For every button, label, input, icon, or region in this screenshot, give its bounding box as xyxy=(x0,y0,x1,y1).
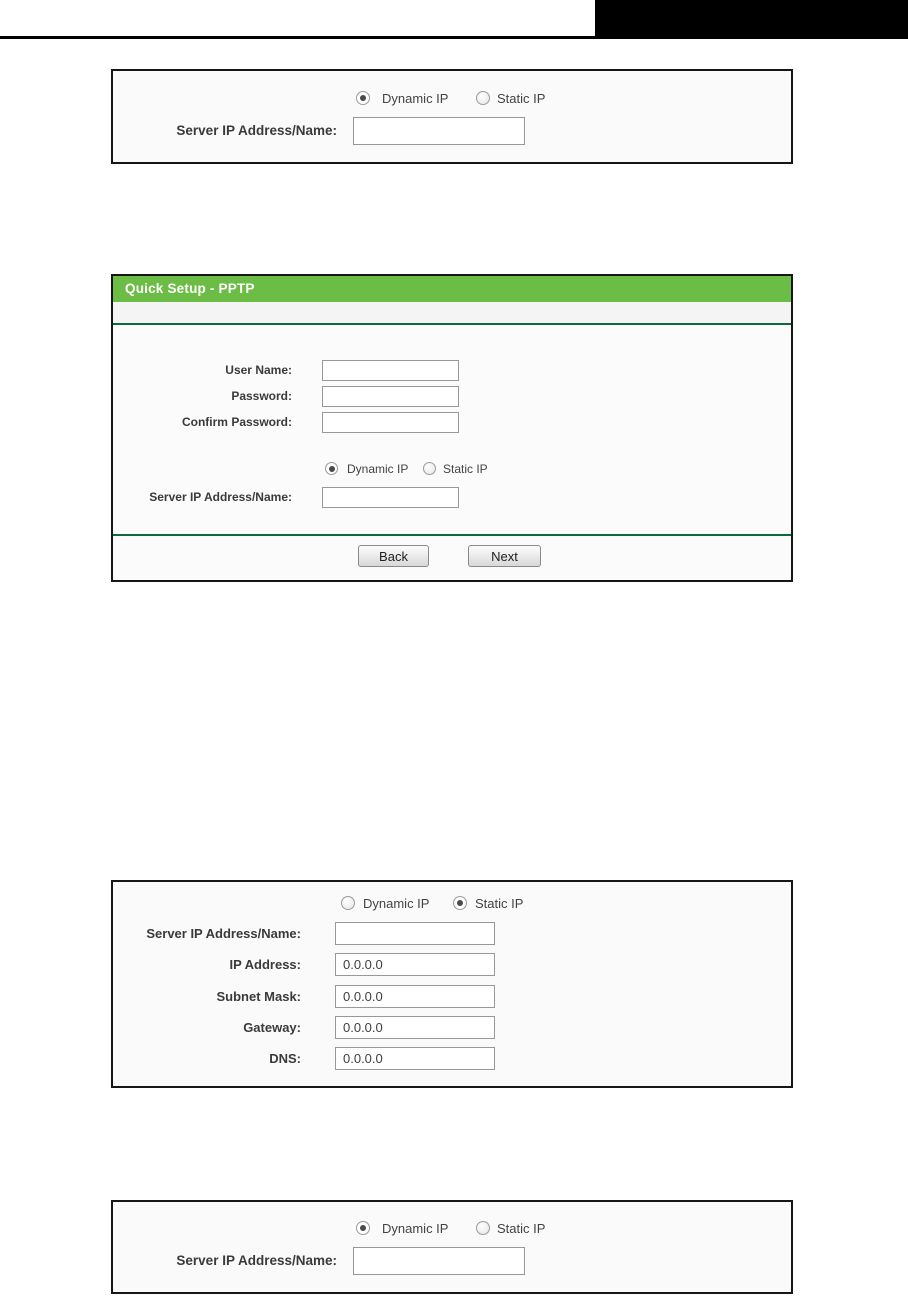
dynamic-ip-radio-label: Dynamic IP xyxy=(382,1221,449,1236)
figure-pptp-static-ip-panel xyxy=(111,880,793,1088)
server-ip-address-label: Server IP Address/Name: xyxy=(176,123,337,138)
confirm-password-input[interactable] xyxy=(322,412,459,433)
panel-title: Quick Setup - PPTP xyxy=(125,281,255,296)
subnet-mask-label: Subnet Mask: xyxy=(216,989,301,1004)
dns-label: DNS: xyxy=(269,1051,301,1066)
dynamic-ip-radio[interactable] xyxy=(356,91,370,105)
ip-address-label: IP Address: xyxy=(229,957,301,972)
panel-title-bar xyxy=(113,276,791,302)
gateway-label: Gateway: xyxy=(243,1020,301,1035)
ip-address-input[interactable] xyxy=(335,953,495,976)
password-input[interactable] xyxy=(322,386,459,407)
gateway-input[interactable] xyxy=(335,1016,495,1039)
footer-divider xyxy=(113,534,791,536)
header-banner xyxy=(595,0,908,36)
confirm-password-label: Confirm Password: xyxy=(181,415,292,429)
static-ip-radio[interactable] xyxy=(476,1221,490,1235)
server-ip-address-label: Server IP Address/Name: xyxy=(149,490,292,504)
user-name-label: User Name: xyxy=(225,363,292,377)
server-ip-address-input[interactable] xyxy=(322,487,459,508)
dynamic-ip-radio[interactable] xyxy=(325,462,338,475)
static-ip-radio[interactable] xyxy=(453,896,467,910)
figure-quick-setup-pptp-panel xyxy=(111,274,793,582)
back-button[interactable]: Back xyxy=(358,545,429,567)
subnet-mask-input[interactable] xyxy=(335,985,495,1008)
static-ip-radio-label: Static IP xyxy=(497,1221,546,1236)
figure-pptp-dynamic-ip-panel-bottom xyxy=(111,1200,793,1294)
server-ip-address-input[interactable] xyxy=(335,922,495,945)
server-ip-address-input[interactable] xyxy=(353,1247,525,1275)
user-name-input[interactable] xyxy=(322,360,459,381)
header-rule-divider xyxy=(0,36,908,39)
dynamic-ip-radio[interactable] xyxy=(356,1221,370,1235)
password-label: Password: xyxy=(231,389,292,403)
static-ip-radio-label: Static IP xyxy=(443,462,488,476)
static-ip-radio[interactable] xyxy=(423,462,436,475)
server-ip-address-input[interactable] xyxy=(353,117,525,145)
dynamic-ip-radio-label: Dynamic IP xyxy=(363,896,430,911)
static-ip-radio-label: Static IP xyxy=(497,91,546,106)
dynamic-ip-radio[interactable] xyxy=(341,896,355,910)
figure-pptp-dynamic-ip-panel xyxy=(111,69,793,164)
next-button[interactable]: Next xyxy=(468,545,541,567)
static-ip-radio[interactable] xyxy=(476,91,490,105)
panel-subheader-strip xyxy=(113,302,791,325)
dynamic-ip-radio-label: Dynamic IP xyxy=(382,91,449,106)
static-ip-radio-label: Static IP xyxy=(475,896,524,911)
server-ip-address-label: Server IP Address/Name: xyxy=(146,926,301,941)
dynamic-ip-radio-label: Dynamic IP xyxy=(347,462,409,476)
server-ip-address-label: Server IP Address/Name: xyxy=(176,1253,337,1268)
dns-input[interactable] xyxy=(335,1047,495,1070)
